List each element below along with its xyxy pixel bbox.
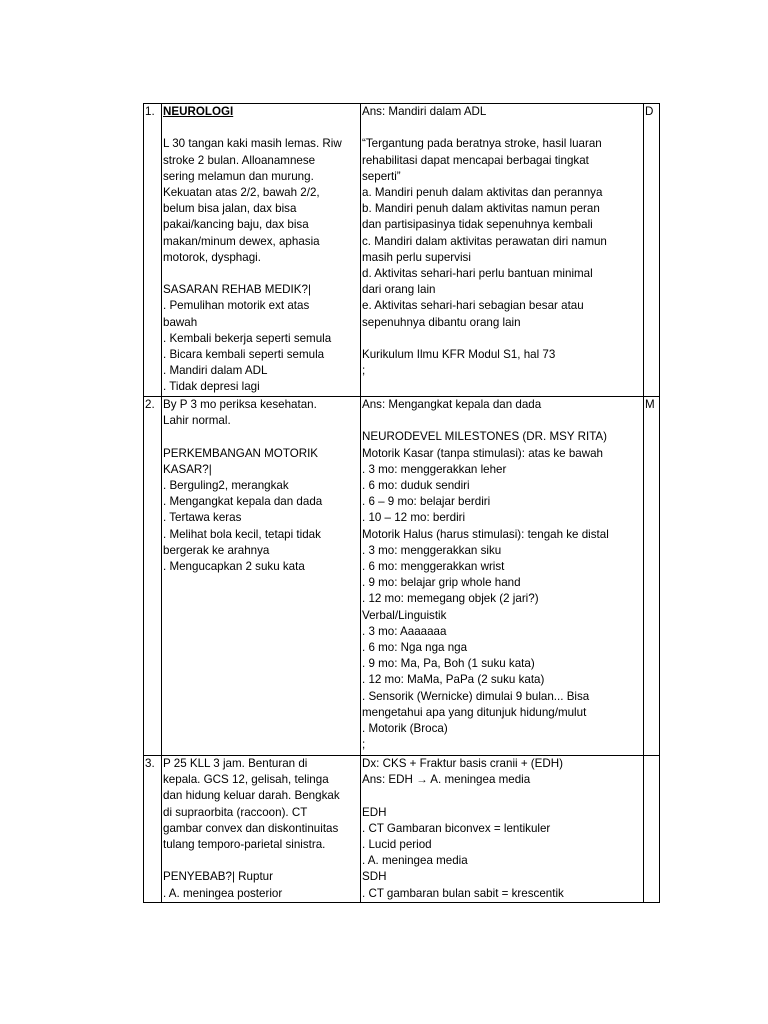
text-line: bergerak ke arahnya [163, 543, 270, 557]
text-line: a. Mandiri penuh dalam aktivitas dan perannya [362, 186, 603, 199]
text-line [163, 853, 359, 869]
question-cell [162, 104, 361, 397]
text-line: ; [362, 364, 366, 378]
text-line: EDH [362, 805, 387, 819]
text-line: Motorik Halus (harus stimulasi): tengah ke distal [362, 527, 609, 541]
table-row [144, 756, 660, 903]
text-line: . 3 mo: Aaaaaaa [362, 624, 447, 638]
question-text [163, 120, 359, 395]
text-line [163, 266, 359, 282]
text-line: mengetahui apa yang ditunjuk hidung/mulut [362, 705, 587, 719]
text-line: Dx: CKS + Fraktur basis cranii + (EDH) [362, 757, 564, 770]
text-line: . 3 mo: menggerakkan siku [362, 543, 502, 557]
text-line: . A. meningea media [362, 854, 468, 868]
text-line: . 10 – 12 mo: berdiri [362, 511, 466, 525]
answer-text [362, 104, 642, 379]
text-line: . 6 mo: Nga nga nga [362, 641, 468, 655]
text-line: SASARAN REHAB MEDIK?| [163, 283, 311, 297]
text-line: dari orang lain [362, 283, 436, 297]
text-line: d. Aktivitas sehari-hari perlu bantuan minimal [362, 267, 593, 281]
text-line: . 6 mo: duduk sendiri [362, 479, 470, 492]
text-line: . 9 mo: Ma, Pa, Boh (1 suku kata) [362, 657, 535, 671]
text-line: . Tidak depresi lagi [163, 380, 260, 394]
text-line: sering melamun dan murung. [163, 169, 314, 183]
answer-cell [361, 104, 644, 397]
text-line [362, 413, 642, 429]
text-line: NEURODEVEL MILESTONES (DR. MSY RITA) [362, 430, 608, 444]
text-line: “Tergantung pada beratnya stroke, hasil luaran [362, 137, 602, 151]
text-line: P 25 KLL 3 jam. Benturan di [163, 757, 308, 770]
text-line: . Mengucapkan 2 suku kata [163, 560, 305, 574]
text-line: . A. meningea posterior [163, 886, 283, 900]
text-line: . Melihat bola kecil, tetapi tidak [163, 527, 321, 541]
text-line: di supraorbita (raccoon). CT [163, 805, 308, 819]
text-line: PENYEBAB?| Ruptur [163, 870, 273, 884]
text-line: Ans: EDH → A. meningea media [362, 773, 531, 787]
text-line: . Lucid period [362, 838, 432, 851]
text-line: seperti” [362, 169, 401, 183]
text-line: . 12 mo: memegang objek (2 jari?) [362, 592, 539, 606]
text-line: Kekuatan atas 2/2, bawah 2/2, [163, 186, 320, 199]
text-line: . Motorik (Broca) [362, 722, 448, 736]
text-line: Kurikulum Ilmu KFR Modul S1, hal 73 [362, 348, 556, 362]
row-number: 1. [144, 104, 162, 397]
text-line: gambar convex dan diskontinuitas [163, 821, 339, 835]
text-line: . Kembali bekerja seperti semula [163, 331, 332, 345]
text-line: Ans: Mengangkat kepala dan dada [362, 398, 542, 411]
text-line: KASAR?| [163, 462, 212, 476]
text-line: . Tertawa keras [163, 511, 242, 525]
text-line: Verbal/Linguistik [362, 608, 447, 622]
text-line: . Mengangkat kepala dan dada [163, 495, 323, 509]
question-text [163, 397, 359, 575]
text-line: . Berguling2, merangkak [163, 479, 289, 492]
text-line: . Bicara kembali seperti semula [163, 348, 325, 362]
answer-text [362, 756, 642, 902]
text-line: . Mandiri dalam ADL [163, 364, 268, 378]
text-line: . 6 mo: menggerakkan wrist [362, 560, 505, 574]
text-line: . Pemulihan motorik ext atas [163, 299, 310, 313]
text-line: belum bisa jalan, dax bisa [163, 202, 297, 216]
text-line: masih perlu supervisi [362, 250, 471, 264]
section-title: NEUROLOGI [163, 105, 234, 118]
text-line: SDH [362, 870, 387, 884]
text-line [362, 331, 642, 347]
text-line: . Sensorik (Wernicke) dimulai 9 bulan... Bisa [362, 689, 590, 703]
text-line: sepenuhnya dibantu orang lain [362, 315, 521, 329]
text-line: pakai/kancing baju, dax bisa [163, 218, 309, 232]
answer-cell [361, 756, 644, 903]
text-line: rehabilitasi dapat mencapai berbagai tingkat [362, 153, 589, 167]
text-line [362, 788, 642, 804]
text-line: . 9 mo: belajar grip whole hand [362, 576, 521, 590]
text-line [163, 120, 359, 136]
qa-table [143, 103, 660, 903]
answer-text [362, 397, 642, 753]
row-number: 2. [144, 397, 162, 756]
text-line: . 12 mo: MaMa, PaPa (2 suku kata) [362, 673, 545, 687]
text-line: By P 3 mo periksa kesehatan. [163, 398, 317, 411]
text-line: dan partisipasinya tidak sepenuhnya kembali [362, 218, 593, 232]
text-line [163, 429, 359, 445]
text-line: . CT gambaran bulan sabit = krescentik [362, 886, 564, 900]
text-line: . 6 – 9 mo: belajar berdiri [362, 495, 491, 509]
text-line: stroke 2 bulan. Alloanamnese [163, 153, 316, 167]
text-line: makan/minum dewex, aphasia [163, 234, 320, 248]
text-line: . 3 mo: menggerakkan leher [362, 462, 507, 476]
text-line: kepala. GCS 12, gelisah, telinga [163, 773, 329, 787]
text-line: PERKEMBANGAN MOTORIK [163, 446, 319, 460]
text-line: tulang temporo-parietal sinistra. [163, 838, 326, 852]
answer-key: D [644, 104, 660, 397]
table-row [144, 104, 660, 397]
text-line: motorok, dysphagi. [163, 250, 261, 264]
text-line: ; [362, 738, 366, 752]
text-line: c. Mandiri dalam aktivitas perawatan diri namun [362, 234, 607, 248]
text-line: Lahir normal. [163, 414, 231, 428]
text-line: e. Aktivitas sehari-hari sebagian besar atau [362, 299, 584, 313]
text-line: dan hidung keluar darah. Bengkak [163, 789, 340, 803]
answer-key: M [644, 397, 660, 756]
answer-key [644, 756, 660, 903]
text-line: . CT Gambaran biconvex = lentikuler [362, 821, 551, 835]
text-line [362, 120, 642, 136]
text-line: Ans: Mandiri dalam ADL [362, 105, 487, 118]
row-number: 3. [144, 756, 162, 903]
answer-cell [361, 397, 644, 756]
question-cell [162, 397, 361, 756]
question-text [163, 756, 359, 902]
question-cell [162, 756, 361, 903]
text-line: L 30 tangan kaki masih lemas. Riw [163, 137, 342, 151]
text-line: b. Mandiri penuh dalam aktivitas namun peran [362, 202, 600, 216]
table-row [144, 397, 660, 756]
text-line: Motorik Kasar (tanpa stimulasi): atas ke bawah [362, 446, 603, 460]
text-line: bawah [163, 315, 198, 329]
